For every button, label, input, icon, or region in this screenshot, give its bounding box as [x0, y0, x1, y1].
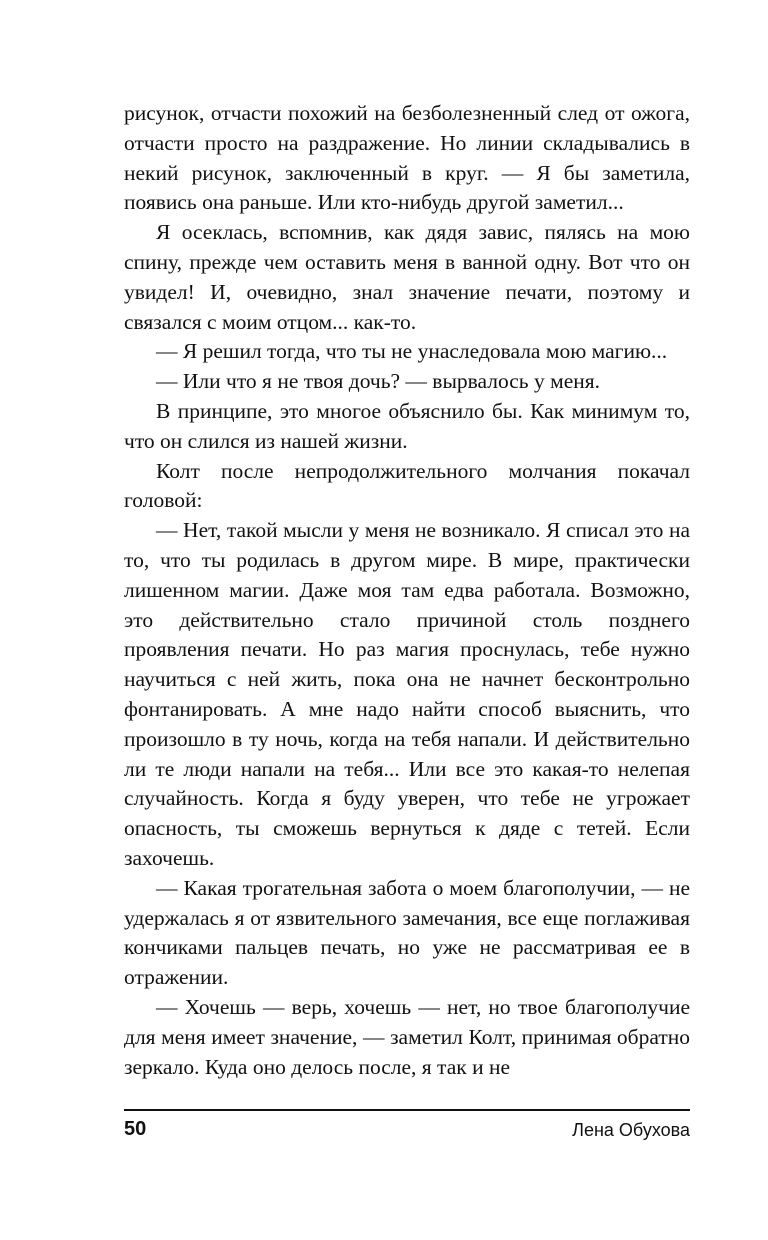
paragraph-6: Колт после непродолжительного молчания покачал головой:: [124, 458, 690, 513]
paragraph-9: — Хочешь — верь, хочешь — нет, но твое благополучие для меня имеет значение, — заметил Колт, принимая обратно зеркало. Куда оно делось после, я так и не: [124, 994, 690, 1079]
author-name: Лена Обухова: [572, 1120, 690, 1140]
paragraph-5: В принципе, это многое объяснило бы. Как минимум то, что он слился из нашей жизни.: [124, 398, 690, 453]
page-body: [124, 99, 690, 1082]
paragraph-4: — Или что я не твоя дочь? — вырвалось у меня.: [156, 369, 601, 394]
paragraph-2: Я осеклась, вспомнив, как дядя завис, пялясь на мою спину, прежде чем оставить меня в ванной одну. Вот что он увидел! И, очевидно, знал значение печати, поэтому и связался с моим отцом... как-то.: [124, 220, 690, 334]
paragraph-1: рисунок, отчасти похожий на безболезненный след от ожога, отчасти просто на раздражение. Но линии складывались в некий рисунок, заключенный в круг. — Я бы заметила, появись она раньше. Или кто-нибудь другой заметил...: [124, 101, 690, 215]
paragraph-8: — Какая трогательная забота о моем благополучии, — не удержалась я от язвительного замечания, все еще поглаживая кончиками пальцев печать, но уже не рассматривая ее в отражении.: [124, 875, 690, 990]
footer-divider: [124, 1109, 690, 1111]
paragraph-7: — Нет, такой мысли у меня не возникало. Я списал это на то, что ты родилась в другом мире. В мире, практически лишенном магии. Даже моя там едва работала. Возможно, это действительно стало причиной столь позднего проявления печати. Но раз магия проснулась, тебе нужно научиться с ней жить, пока она не начнет бесконтрольно фонтанировать. А мне надо найти способ выяснить, что произошло в ту ночь, когда на тебя напали. И действительно ли те люди напали на тебя... Или все это какая-то нелепая случайность. Когда я буду уверен, что тебе не угрожает опасность, ты сможешь вернуться к дяде с тетей. Если захочешь.: [124, 518, 690, 870]
paragraph-3: — Я решил тогда, что ты не унаследовала мою магию...: [156, 339, 668, 364]
page-number: 50: [124, 1118, 147, 1140]
